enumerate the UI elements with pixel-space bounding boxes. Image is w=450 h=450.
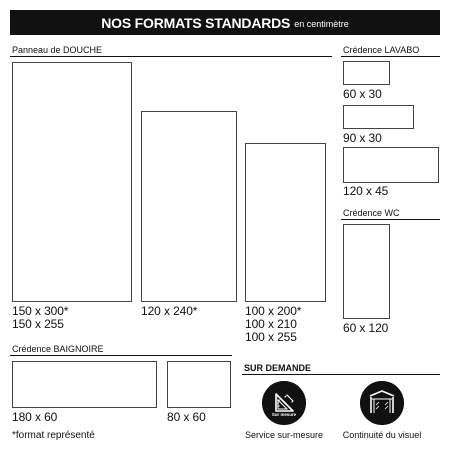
douche-format-label: 100 x 200* 100 x 210 100 x 255 <box>245 304 302 344</box>
douche-section-rule <box>10 56 332 57</box>
baignoire-section-title: Crédence BAIGNOIRE <box>12 344 104 354</box>
baignoire-section-rule <box>10 355 232 356</box>
lavabo-format-label: 60 x 30 <box>343 87 382 101</box>
baignoire-panel-80x60 <box>167 361 231 408</box>
sur-mesure-badge: Sur mesure <box>271 412 297 417</box>
sur-demande-rule <box>242 374 440 375</box>
panel-continuity-icon <box>360 381 404 425</box>
sur-demande-title: SUR DEMANDE <box>244 363 312 373</box>
douche-panel-100x200 <box>245 143 326 302</box>
header-banner <box>10 10 440 35</box>
lavabo-panel-90x30 <box>343 105 414 129</box>
page-title: NOS FORMATS STANDARDS <box>101 14 291 31</box>
continuite-visuel-label: Continuité du visuel <box>342 430 422 440</box>
baignoire-format-label: 80 x 60 <box>167 410 206 424</box>
wc-section-title: Crédence WC <box>343 208 400 218</box>
wc-format-label: 60 x 120 <box>343 321 389 335</box>
lavabo-section-rule <box>341 56 440 57</box>
ruler-triangle-icon-graphic <box>262 381 306 425</box>
douche-format-label: 120 x 240* <box>141 304 198 318</box>
lavabo-format-label: 120 x 45 <box>343 184 389 198</box>
baignoire-panel-180x60 <box>12 361 157 408</box>
footnote: *format représenté <box>12 430 95 441</box>
douche-panel-150x300 <box>12 62 132 302</box>
douche-section-title: Panneau de DOUCHE <box>12 45 103 55</box>
ruler-triangle-icon <box>262 381 306 425</box>
baignoire-format-label: 180 x 60 <box>12 410 58 424</box>
wc-section-rule <box>341 219 440 220</box>
panel-continuity-icon-graphic <box>360 381 404 425</box>
lavabo-section-title: Crédence LAVABO <box>343 45 420 55</box>
lavabo-panel-60x30 <box>343 61 390 85</box>
wc-panel-60x120 <box>343 224 390 319</box>
lavabo-panel-120x45 <box>343 147 439 183</box>
douche-panel-120x240 <box>141 111 237 302</box>
service-sur-mesure-label: Service sur-mesure <box>244 430 324 440</box>
douche-format-label: 150 x 300* 150 x 255 <box>12 304 69 331</box>
lavabo-format-label: 90 x 30 <box>343 131 382 145</box>
page-subtitle: en centimètre <box>294 18 349 29</box>
